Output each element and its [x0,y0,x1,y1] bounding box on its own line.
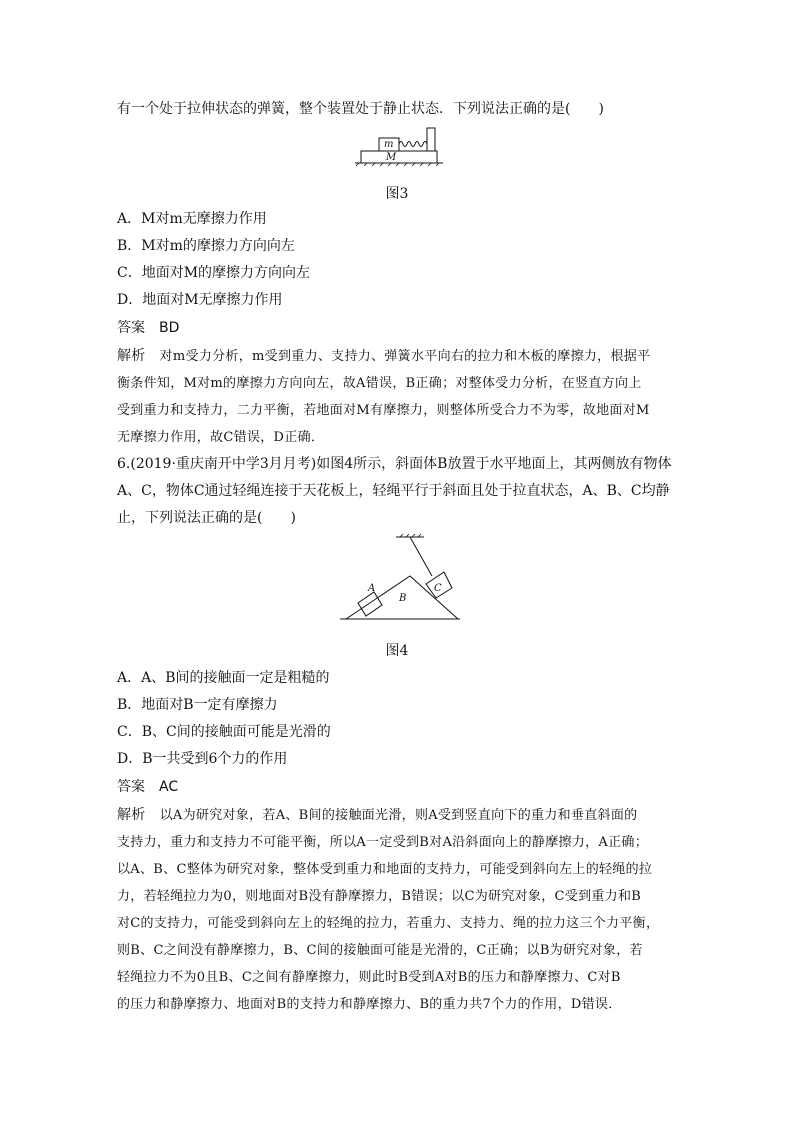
q6-answer-row [117,776,178,796]
q5-explanation-line-1: 解析 对m受力分析，m受到重力、支持力、弹簧水平向右的拉力和木板的摩擦力，根据平 [117,348,651,364]
q6-explanation-line-4: 力，若轻绳拉力为0，则地面对B没有静摩擦力，B错误；以C为研究对象，C受到重力和B [117,889,642,904]
figure-3-caption: 图3 [385,186,409,202]
q5-explanation-label: 解析 [117,348,146,364]
q6-stem-line-2: A、C，物体C通过轻绳连接于天花板上，轻绳平行于斜面且处于拉直状态，A、B、C均静 [117,483,670,499]
q6-explanation-line-8: 的压力和静摩擦力、地面对B的支持力和静摩擦力、B的重力共7个力的作用，D错误． [117,997,622,1012]
wall-post [427,128,435,151]
spring [399,142,427,147]
q5-explanation-line-2: 衡条件知，M对m的摩擦力方向向左，故A错误，B正确；对整体受力分析，在竖直方向上 [117,376,642,391]
q6-explanation-label: 解析 [117,807,146,823]
q6-option-d: D．B一共受到6个力的作用 [117,751,288,767]
q6-answer-label: 答案 [117,779,145,795]
q6-explanation-line-3: 以A、B、C整体为研究对象，整体受到重力和地面的支持力，可能受到斜向左上的轻绳的拉 [117,862,653,877]
q6-stem-line-1: 6.(2019·重庆南开中学3月月考)如图4所示，斜面体B放置于水平地面上，其两侧放有物体 [117,456,672,472]
q5-stem-tail: 有一个处于拉伸状态的弹簧，整个装置处于静止状态．下列说法正确的是( ) [117,101,604,117]
block-a [358,592,382,616]
q5-option-c: C．地面对M的摩擦力方向向左 [117,265,311,281]
figure-4-label-c: C [434,583,442,594]
figure-4-diagram [340,534,465,624]
figure-3-label-m: m [384,139,394,150]
block-large-m [361,151,437,163]
figure-4-label-a: A [368,583,376,594]
q6-option-a: A．A、B间的接触面一定是粗糙的 [117,670,330,686]
q6-explanation-line-6: 则B、C之间没有静摩擦力，B、C间的接触面可能是光滑的，C正确；以B为研究对象，若 [117,943,643,958]
q6-explanation-line-7: 轻绳拉力不为0且B、C之间有静摩擦力，则此时B受到A对B的压力和静摩擦力、C对B [117,970,621,985]
figure-4-label-b: B [399,593,407,604]
rope [410,537,432,576]
q6-stem-line-3: 止，下列说法正确的是( ) [117,510,296,526]
q5-option-d: D．地面对M无摩擦力作用 [117,292,283,308]
q5-answer-value: BD [159,320,180,336]
q5-option-a: A．M对m无摩擦力作用 [117,211,267,227]
q5-option-b: B．M对m的摩擦力方向向左 [117,238,295,254]
q5-answer-label: 答案 [117,320,145,336]
q6-answer-value: AC [159,779,179,795]
q6-explanation-line-5: 对C的支持力，可能受到斜向左上的轻绳的拉力，若重力、支持力、绳的拉力这三个力平衡， [117,916,660,931]
figure-3-label-M: M [386,152,397,163]
q6-explanation-line-1: 解析 以A为研究对象，若A、B间的接触面光滑，则A受到竖直向下的重力和垂直斜面的 [117,807,638,823]
q5-explanation-line-4: 无摩擦力作用，故C错误，D正确． [117,430,325,445]
q5-explanation-line-3: 受到重力和支持力，二力平衡，若地面对M有摩擦力，则整体所受合力不为零，故地面对M [117,403,650,418]
q6-option-b: B．地面对B一定有摩擦力 [117,697,278,713]
figure-4-caption: 图4 [385,643,409,659]
q5-answer-row [117,317,179,337]
q6-option-c: C．B、C间的接触面可能是光滑的 [117,724,331,740]
figure-3-diagram [355,125,445,165]
q6-explanation-line-2: 支持力，重力和支持力不可能平衡，所以A一定受到B对A沿斜面向上的静摩擦力，A正确； [117,835,649,850]
